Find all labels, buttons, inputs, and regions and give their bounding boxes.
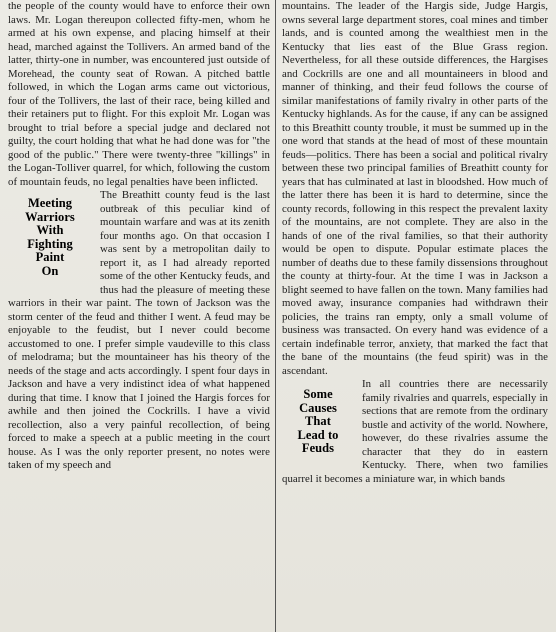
right-column xyxy=(282,0,548,632)
left-subhead-line: Warriors xyxy=(25,209,75,224)
left-subhead-line: With xyxy=(36,223,64,237)
left-subhead xyxy=(8,197,92,278)
right-paragraph-1: mountains. The leader of the Hargis side, Judge Hargis, owns several large department stores, coal mines and timber lands, and is counted among the wealthiest men in the Kentucky that lies east of the Blue Grass region. Nevertheless, for all these outside differences, the Hargises and Cockrills are one and all mountaineers in blood and manner of thinking, and their feud follows the course of similar manifestations of family rivalry in other parts of the Kentucky highlands. As for the cause, if any can be assigned to this Breathitt county trouble, it must be summed up in the one word that stands at the head of most of these mountain feuds—politics. There has been a social and political rivalry between these two principal families of Breathitt county for years that has culminated at last in bloodshed. How much of the latter there has been it is hard to determine, since the county records, following in this respect the prevalent laxity of the mountains, are not complete. They are also in the hands of one of the rival families, so that their authority would be open to dispute. Popular estimate places the number of deaths due to these family dissensions throughout the county at thirty-four. At the time I was in Jackson a blight seemed to have fallen on the town. Many families had moved away, insurance companies had withdrawn their policies, the trains ran empty, only a small volume of business was transacted. On every hand was evidence of a certain indefinable terror, anxiety, that marked the fact that the bane of the mountains (the feud spirit) was in the ascendant. xyxy=(282,0,548,377)
left-subhead-line: Paint xyxy=(35,250,65,264)
right-subhead-line: Causes xyxy=(299,400,337,415)
left-paragraph-2: The Breathitt county feud is the last outbreak of this peculiar kind of mountain warfare and was at its zenith four months ago. On that occasion I was sent by a metropolitan daily to report it, as I had already reported some of the other Kentucky feuds, and thus had the pleasure of meeting these warriors in their war paint. The town of Jackson was the storm center of the feud and thither I went. A feud may be enjoyable to the feudist, but I never could become accustomed to one. I prefer simple vaudeville to this class of melodrama; but the mountaineer has his theory of the needs of the stage and acts accordingly. I spent four days in Jackson and have a very indistinct idea of what happened during that time. I know that I joined the Hargis forces for awhile and then joined the Cockrills. I have a vivid recollection, also a very painful recollection, of being forced to make a speech at a public meeting in the court house. As I was the only reporter present, no notes were taken of my speech and xyxy=(8,189,270,471)
right-subhead-line: Some xyxy=(303,387,333,401)
left-paragraph-1: the people of the county would have to enforce their own laws. Mr. Logan thereupon collected fifty-men, whom he armed at his own expense, and placing himself at their head, marched against the Tollivers. An armed band of the latter, thirty-one in number, was encountered just outside of Morehead, the county seat of Rowan. A pitched battle followed, in which the Logan arms came out victorious, four of the Tollivers, the last of their race, being killed and their retainers put to flight. For this exploit Mr. Logan was brought to trial before a special judge and declared not guilty, the court holding that what he had done was for "the good of the public." There were twenty-three "killings" in the Logan-Tolliver quarrel, for which, following the custom of mountain feuds, no legal penalties have been inflicted. xyxy=(8,0,270,188)
right-subhead xyxy=(282,388,354,456)
right-subhead-line: That xyxy=(305,414,331,428)
right-subhead-line: Feuds xyxy=(301,441,335,455)
left-subhead-line: Meeting xyxy=(27,196,73,210)
column-divider xyxy=(275,0,276,632)
right-subhead-line: Lead to xyxy=(297,427,339,442)
left-subhead-line: On xyxy=(41,263,59,278)
left-column xyxy=(8,0,270,632)
right-paragraph-2: In all countries there are necessarily family rivalries and quarrels, especially in sections that are remote from the ordinary bustle and activity of the world. Nowhere, however, do these rivalries assume the character that they do in eastern Kentucky. There, when two families quarrel it becomes a miniature war, in which bands xyxy=(282,378,548,485)
left-subhead-line: Fighting xyxy=(27,236,73,251)
